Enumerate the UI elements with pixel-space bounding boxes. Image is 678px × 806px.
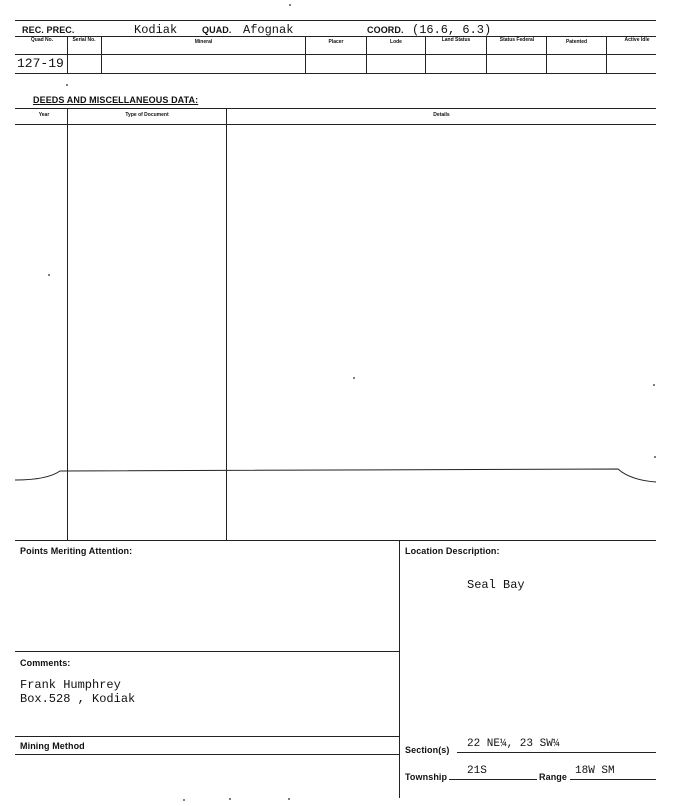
mining-method-label: Mining Method: [20, 741, 85, 751]
range-label: Range: [539, 772, 568, 782]
location-value: Seal Bay: [467, 578, 525, 592]
col-patented: Patented: [565, 39, 588, 45]
rec-prec-value: Kodiak: [134, 23, 178, 37]
col-land-status: Land Status: [441, 37, 471, 43]
quad-label: QUAD.: [202, 25, 232, 35]
col-placer: Placer: [328, 39, 344, 45]
points-label: Points Meriting Attention:: [20, 546, 133, 556]
section-label: Section(s): [405, 745, 450, 755]
location-label: Location Description:: [405, 546, 500, 556]
comments-label: Comments:: [20, 658, 71, 668]
col-details: Details: [433, 112, 450, 118]
col-status-federal: Status Federal: [499, 37, 535, 43]
rec-prec-label: REC. PREC.: [22, 25, 75, 35]
col-type-of-document: Type of Document: [125, 112, 169, 118]
coord-value: (16.6, 6.3): [412, 23, 492, 37]
quad-value: Afognak: [243, 23, 294, 37]
coord-label: COORD.: [367, 25, 404, 35]
col-active-idle: Active Idle: [624, 37, 650, 43]
deeds-title: DEEDS AND MISCELLANEOUS DATA:: [33, 95, 199, 105]
col-mineral: Mineral: [194, 39, 213, 45]
col-quad-no: Quad No.: [30, 37, 54, 43]
comments-line-2: Box.528 , Kodiak: [20, 692, 136, 706]
col-lode: Lode: [390, 39, 402, 45]
section-value: 22 NE¼, 23 SW¼: [467, 738, 560, 750]
col-year: Year: [38, 112, 50, 118]
township-value: 21S: [467, 765, 487, 777]
township-label: Township: [405, 772, 448, 782]
col-serial-no: Serial No.: [72, 37, 96, 43]
range-value: 18W SM: [575, 765, 615, 777]
comments-line-1: Frank Humphrey: [20, 678, 121, 692]
quad-no-value: 127-19: [17, 56, 64, 71]
